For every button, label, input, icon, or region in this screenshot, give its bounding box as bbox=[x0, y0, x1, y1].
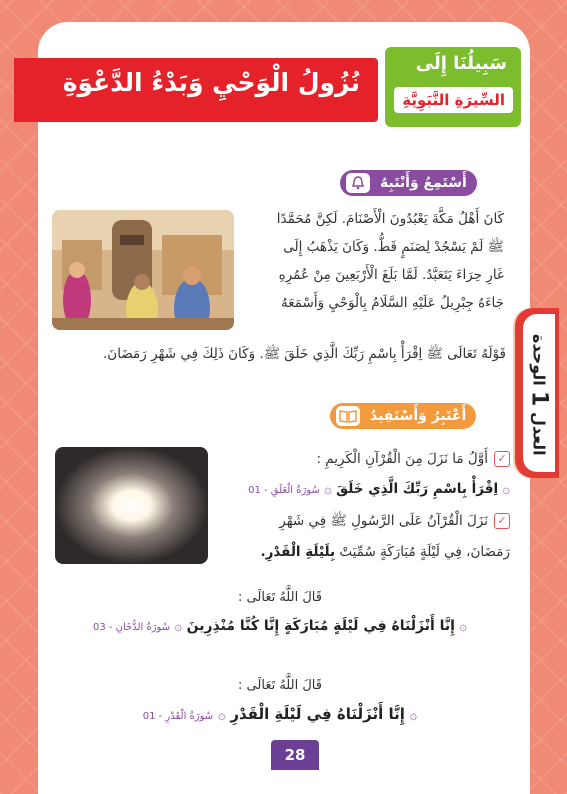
unit-number: 1 bbox=[526, 391, 552, 407]
quote2-ref: سُورَةُ الْقَدْرِ - 01 bbox=[142, 711, 214, 722]
quote2-verse: إِنَّا أَنْزَلْنَاهُ فِي لَيْلَةِ الْقَدْرِ bbox=[230, 705, 405, 723]
quote2-line: ۞ إِنَّا أَنْزَلْنَاهُ فِي لَيْلَةِ الْقَدْرِ ۞ سُورَةُ الْقَدْرِ - 01 bbox=[142, 705, 418, 723]
fact-item-2-line1: نَزَلَ الْقُرْآنُ عَلَى الرَّسُولِ ﷺ فِي شَهْرِ bbox=[279, 513, 488, 529]
quote1-verse: إِنَّا أَنْزَلْنَاهُ فِي لَيْلَةٍ مُبَارَكَةٍ إِنَّا كُنَّا مُنْذِرِينَ bbox=[186, 618, 455, 634]
fact-item-1-verse-line: ۞ اِقْرَأْ بِاسْمِ رَبِّكَ الَّذِي خَلَقَ ۞ سُورَةُ الْعَلَقِ - 01 bbox=[248, 481, 510, 497]
checkbox-icon: ✓ bbox=[494, 513, 510, 529]
fact-item-2 bbox=[220, 507, 510, 535]
bell-icon bbox=[346, 173, 370, 193]
checkbox-icon: ✓ bbox=[494, 451, 510, 467]
fact-item-1-text: أَوَّلُ مَا نَزَلَ مِنَ الْقُرْآنِ الْكَرِيمِ : bbox=[316, 451, 488, 467]
section-listen-heading bbox=[340, 170, 477, 196]
story-last-line: قَوْلَهُ تَعَالَى ﷺ اِقْرَأْ بِاسْمِ رَبِّكَ الَّذِي خَلَقَ ﷺ. وَكَانَ ذَلِكَ فِي شَهْرِ رَمَضَانَ. bbox=[103, 346, 506, 362]
series-line2: السِّيرَةِ النَّبَوِيَّةِ bbox=[394, 87, 513, 113]
unit-side-tab bbox=[515, 308, 559, 478]
quote1-line: ۞ إِنَّا أَنْزَلْنَاهُ فِي لَيْلَةٍ مُبَارَكَةٍ إِنَّا كُنَّا مُنْذِرِينَ ۞ سُورَةُ الدُّخَانِ - 03 bbox=[92, 618, 468, 634]
fact-item-2-line2: رَمَضَانَ، فِي لَيْلَةٍ مُبَارَكَةٍ سُمِّيَتْ بِلَيْلَةِ الْقَدْرِ. bbox=[260, 544, 510, 560]
series-line1: سَبِيلُنَا إِلَى bbox=[415, 53, 507, 74]
unit-tab-text bbox=[527, 320, 551, 470]
lesson-title: نُزُولُ الْوَحْيِ وَبَدْءُ الدَّعْوَةِ bbox=[62, 68, 360, 97]
laylat-al-qadr: بِلَيْلَةِ الْقَدْرِ. bbox=[260, 544, 336, 560]
series-label-box bbox=[385, 47, 521, 127]
section-listen-title: أَسْتَمِعُ وَأَنْتَبِهُ bbox=[380, 175, 467, 191]
fact-item-1-ref: سُورَةُ الْعَلَقِ - 01 bbox=[248, 485, 320, 496]
lesson-title-banner bbox=[14, 58, 378, 122]
unit-label: الوحدة bbox=[529, 334, 549, 386]
fact-item-1 bbox=[220, 445, 510, 473]
quote2-intro: قَالَ اللَّهُ تَعَالَى : bbox=[238, 678, 322, 693]
fact-item-1-verse: اِقْرَأْ بِاسْمِ رَبِّكَ الَّذِي خَلَقَ bbox=[336, 481, 499, 497]
quote1-intro: قَالَ اللَّهُ تَعَالَى : bbox=[238, 590, 322, 605]
book-icon bbox=[336, 406, 360, 426]
section-reflect-heading bbox=[330, 403, 476, 429]
cave-scene-illustration bbox=[52, 210, 234, 330]
section-reflect-title: أَعْتَبِرُ وَأَسْتَفِيدُ bbox=[370, 408, 467, 424]
unit-name: العدل bbox=[529, 412, 549, 456]
cave-light-photo bbox=[55, 447, 208, 564]
page-number: 28 bbox=[271, 740, 319, 770]
story-paragraph: كَانَ أَهْلُ مَكَّةَ يَعْبُدُونَ الْأَصْنَامَ. لَكِنَّ مُحَمَّدًا ﷺ لَمْ يَسْجُدْ لِصَنَمٍ قَطُّ. وَكَانَ يَذْهَبُ إِلَى غَارِ حِرَاءَ يَتَعَبَّدُ. لَمَّا بَلَغَ الْأَرْبَعِينَ مِنْ عُمُرِهِ جَاءَهُ جِبْرِيلُ عَلَيْهِ السَّلَامُ بِالْوَحْيِ وَأَسْمَعَهُ bbox=[276, 211, 504, 311]
quote1-ref: سُورَةُ الدُّخَانِ - 03 bbox=[92, 622, 171, 633]
